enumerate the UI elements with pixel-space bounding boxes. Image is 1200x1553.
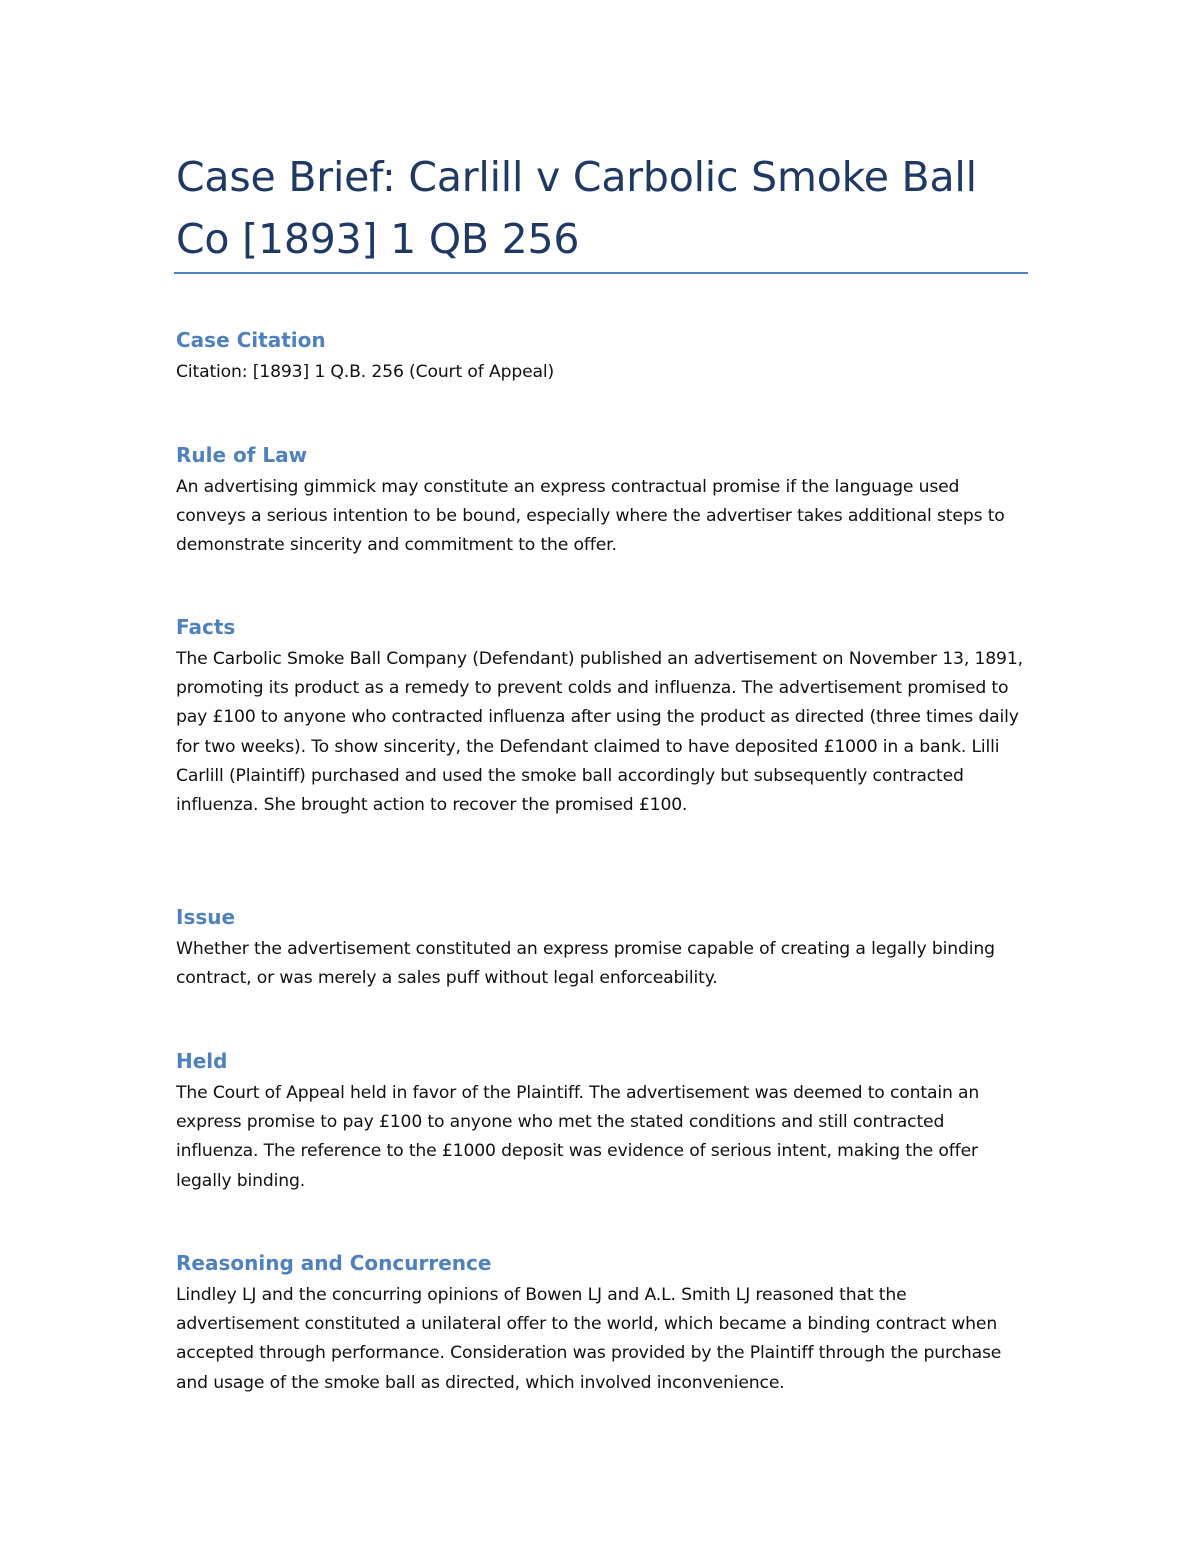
title-underline: [174, 272, 1028, 274]
section-body-reasoning: Lindley LJ and the concurring opinions of Bowen LJ and A.L. Smith LJ reasoned that the advertisement constituted a unilateral offer to the world, which became a binding contract when accepted through performance. Consideration was provided by the Plaintiff through the purchase and usage of the smoke ball as directed, which involved inconvenience.: [176, 1285, 1002, 1393]
section-body-facts: The Carbolic Smoke Ball Company (Defendant) published an advertisement on November 13, 1891, promoting its product as a remedy to prevent colds and influenza. The advertisement promised to pay £100 to anyone who contracted influenza after using the product as directed (three times daily for two weeks). To show sincerity, the Defendant claimed to have deposited £1000 in a bank. Lilli Carlill (Plaintiff) purchased and used the smoke ball accordingly but subsequently contracted influenza. She brought action to recover the promised £100.: [176, 649, 1023, 816]
section-body-issue: Whether the advertisement constituted an express promise capable of creating a legally binding contract, or was merely a sales puff without legal enforceability.: [176, 939, 995, 989]
section-body-held: The Court of Appeal held in favor of the Plaintiff. The advertisement was deemed to contain an express promise to pay £100 to anyone who met the stated conditions and still contracted influenza. The reference to the £1000 deposit was evidence of serious intent, making the offer legally binding.: [176, 1083, 980, 1191]
section-facts: [176, 613, 1028, 820]
section-heading-held: Held: [176, 1049, 228, 1073]
section-reasoning: [176, 1249, 1028, 1398]
section-case-citation: [176, 326, 1028, 387]
citation-label: Citation:: [176, 362, 248, 382]
section-heading-rule-of-law: Rule of Law: [176, 443, 308, 467]
citation-value: [1893] 1 Q.B. 256 (Court of Appeal): [252, 362, 555, 382]
section-issue: [176, 903, 1028, 993]
section-rule-of-law: [176, 441, 1028, 561]
document-title: Case Brief: Carlill v Carbolic Smoke Ball Co [1893] 1 QB 256: [176, 153, 977, 263]
title-block: [176, 146, 1028, 270]
section-heading-facts: Facts: [176, 615, 236, 639]
section-body-rule-of-law: An advertising gimmick may constitute an express contractual promise if the language used conveys a serious intention to be bound, especially where the advertiser takes additional steps to demonstrate sincerity and commitment to the offer.: [176, 477, 1005, 556]
section-heading-case-citation: Case Citation: [176, 328, 326, 352]
section-body-case-citation: [176, 358, 1028, 387]
section-held: [176, 1047, 1028, 1196]
section-heading-issue: Issue: [176, 905, 236, 929]
section-heading-reasoning: Reasoning and Concurrence: [176, 1251, 492, 1275]
